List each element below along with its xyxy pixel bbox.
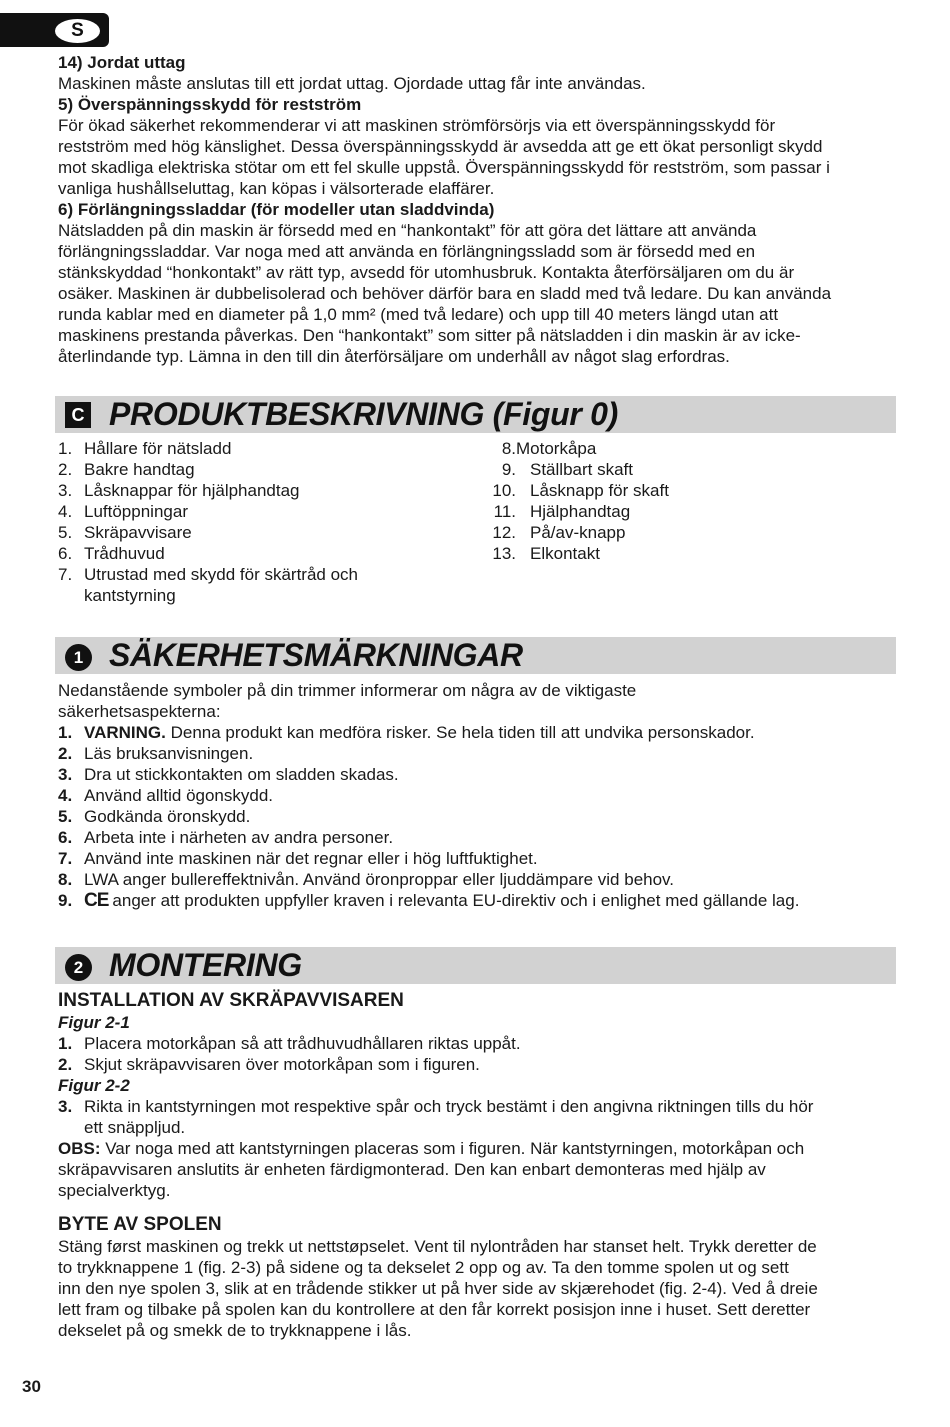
- obs-note-line: OBS: Var noga med att kantstyrningen placeras som i figuren. När kantstyrningen, motorkåpan och: [58, 1139, 805, 1158]
- spool-paragraph-line: Stäng først maskinen og trekk ut nettstøpselet. Vent til nylontråden har stanset helt. Trykk deretter de: [58, 1237, 817, 1256]
- warning-label: VARNING.: [84, 723, 166, 742]
- paragraph-forlangningssladdar-line: Nätsladden på din maskin är försedd med en “hankontakt” för att göra det lättare att använda: [58, 221, 757, 240]
- list-item: 1. Hållare för nätsladd: [58, 439, 232, 458]
- list-item: 6. Arbeta inte i närheten av andra personer.: [58, 828, 394, 847]
- assembly-block: [58, 989, 898, 1341]
- list-item: 2. Skjut skräpavvisaren över motorkåpan som i figuren.: [58, 1055, 480, 1074]
- list-item: 3. Låsknappar för hjälphandtag: [58, 481, 300, 500]
- list-item: 10. Låsknapp för skaft: [492, 481, 669, 500]
- safety-intro-line: Nedanstående symboler på din trimmer informerar om några av de viktigaste: [58, 681, 637, 700]
- list-item: 11. Hjälphandtag: [493, 502, 631, 521]
- section-title: MONTERING: [109, 947, 302, 983]
- list-item: 3. Dra ut stickkontakten om sladden skadas.: [58, 765, 399, 784]
- paragraph-overspanningsskydd-line: mot skadliga elektriska stötar om ett fel skulle uppstå. Överspänningsskydd för restström, som passar i: [58, 158, 830, 177]
- parts-list-left: [58, 438, 478, 606]
- section-badge: 2: [65, 954, 92, 981]
- list-item: 6. Trådhuvud: [58, 544, 165, 563]
- paragraph-jordat-uttag: Maskinen måste anslutas till ett jordat uttag. Ojordade uttag får inte användas.: [58, 74, 646, 93]
- section-badge: 1: [65, 644, 92, 671]
- paragraph-forlangningssladdar-line: återlindande typ. Lämna in den till din återförsäljare om underhåll av något slag erfordras.: [58, 347, 730, 366]
- obs-label: OBS:: [58, 1139, 101, 1158]
- spool-paragraph-line: dekselet på og smekk de to trykknappene i lås.: [58, 1321, 412, 1340]
- heading-jordat-uttag: 14) Jordat uttag: [58, 53, 186, 72]
- safety-intro-line: säkerhetsaspekterna:: [58, 702, 221, 721]
- subheading-byte-av-spolen: BYTE AV SPOLEN: [58, 1214, 222, 1235]
- section-title: SÄKERHETSMÄRKNINGAR: [109, 637, 523, 673]
- paragraph-forlangningssladdar-line: maskinens prestanda påverkas. Den “hankontakt” som sitter på nätsladden i din maskin är av icke-: [58, 326, 801, 345]
- obs-note-line: skräpavvisaren anslutits är enheten färdigmonterad. Den kan enbart demonteras med hjälp av: [58, 1160, 766, 1179]
- list-item: 9. CE anger att produkten uppfyller kraven i relevanta EU-direktiv och i enlighet med gällande lag.: [58, 890, 800, 911]
- list-item: 1. Placera motorkåpan så att trådhuvudhållaren riktas uppåt.: [58, 1034, 521, 1053]
- section-title: PRODUKTBESKRIVNING (Figur 0): [109, 396, 618, 432]
- spool-paragraph-line: to trykknappene 1 (fig. 2-3) på sidene og ta dekselet 2 opp og av. Ta den tomme spolen ut og sett: [58, 1258, 789, 1277]
- paragraph-overspanningsskydd-line: restström med hög känslighet. Dessa överspänningsskydd är avsedda att ge ett ökat personligt skydd: [58, 137, 823, 156]
- paragraph-forlangningssladdar-line: osäker. Maskinen är dubbelisolerad och behöver därför bara en sladd med två ledare. Du kan använda: [58, 284, 832, 303]
- section-header-sakerhetsmarkningar: [55, 637, 896, 674]
- list-item: 2. Läs bruksanvisningen.: [58, 744, 254, 763]
- section-badge: C: [65, 402, 91, 428]
- list-item: 7. Utrustad med skydd för skärtråd och: [58, 565, 359, 584]
- list-item: 5. Skräpavvisare: [58, 523, 192, 542]
- list-item: 8. LWA anger bullereffektnivån. Använd öronproppar eller ljuddämpare vid behov.: [58, 870, 675, 889]
- list-item: kantstyrning: [84, 586, 176, 605]
- list-item: 1. VARNING. Denna produkt kan medföra risker. Se hela tiden till att undvika personskador.: [58, 723, 755, 742]
- list-item: 3. Rikta in kantstyrningen mot respektive spår och tryck bestämt i den angivna riktningen tills du hör: [58, 1097, 814, 1116]
- paragraph-overspanningsskydd-line: För ökad säkerhet rekommenderar vi att maskinen strömförsörjs via ett överspänningsskydd för: [58, 116, 776, 135]
- intro-block: [58, 52, 898, 367]
- figure-reference: Figur 2-1: [58, 1013, 130, 1032]
- paragraph-forlangningssladdar-line: stänkskyddad “honkontakt” av rätt typ, avsedd för utomhusbruk. Kontakta återförsäljaren om du är: [58, 263, 795, 282]
- obs-note-line: specialverktyg.: [58, 1181, 171, 1200]
- list-item: 8. Motorkåpa: [501, 439, 597, 458]
- list-item: 4. Använd alltid ögonskydd.: [58, 786, 274, 805]
- page-number: 30: [22, 1377, 41, 1396]
- heading-forlangningssladdar: 6) Förlängningssladdar (för modeller utan sladdvinda): [58, 200, 495, 219]
- safety-symbols-block: [58, 680, 898, 911]
- subheading-skrapavvisaren: INSTALLATION AV SKRÄPAVVISAREN: [58, 990, 404, 1011]
- list-item: 5. Godkända öronskydd.: [58, 807, 251, 826]
- paragraph-forlangningssladdar-line: förlängningssladdar. Var noga med att använda en förlängningssladd som är försedd med en: [58, 242, 756, 261]
- section-header-produktbeskrivning: [55, 396, 896, 433]
- list-item: 4. Luftöppningar: [58, 502, 188, 521]
- language-tab: [0, 13, 109, 47]
- list-item: 13. Elkontakt: [492, 544, 600, 563]
- list-item: 7. Använd inte maskinen när det regnar eller i hög luftfuktighet.: [58, 849, 538, 868]
- list-item: 9. Ställbart skaft: [501, 460, 633, 479]
- figure-reference: Figur 2-2: [58, 1076, 130, 1095]
- heading-overspanningsskydd: 5) Överspänningsskydd för restström: [58, 95, 362, 114]
- spool-paragraph-line: inn den nye spolen 3, slik at en trådende stikker ut på hver side av skjærehodet (fig. 2-4). Ved å dreie: [58, 1279, 818, 1298]
- language-badge: S: [55, 19, 100, 43]
- list-item: 12. På/av-knapp: [492, 523, 626, 542]
- parts-list-right: [476, 438, 896, 564]
- ce-mark-icon: CE: [84, 890, 109, 911]
- section-header-montering: [55, 947, 896, 984]
- list-item: ett snäppljud.: [84, 1118, 186, 1137]
- spool-paragraph-line: lett fram og tilbake på spolen kan du kontrollere at den får korrekt posisjon inne i huset. Sett deretter: [58, 1300, 811, 1319]
- list-item: 2. Bakre handtag: [58, 460, 195, 479]
- paragraph-overspanningsskydd-line: vanliga hushållseluttag, kan köpas i välsorterade elaffärer.: [58, 179, 495, 198]
- paragraph-forlangningssladdar-line: runda kablar med en diameter på 1,0 mm² (med två ledare) och upp till 40 meters längd utan att: [58, 305, 779, 324]
